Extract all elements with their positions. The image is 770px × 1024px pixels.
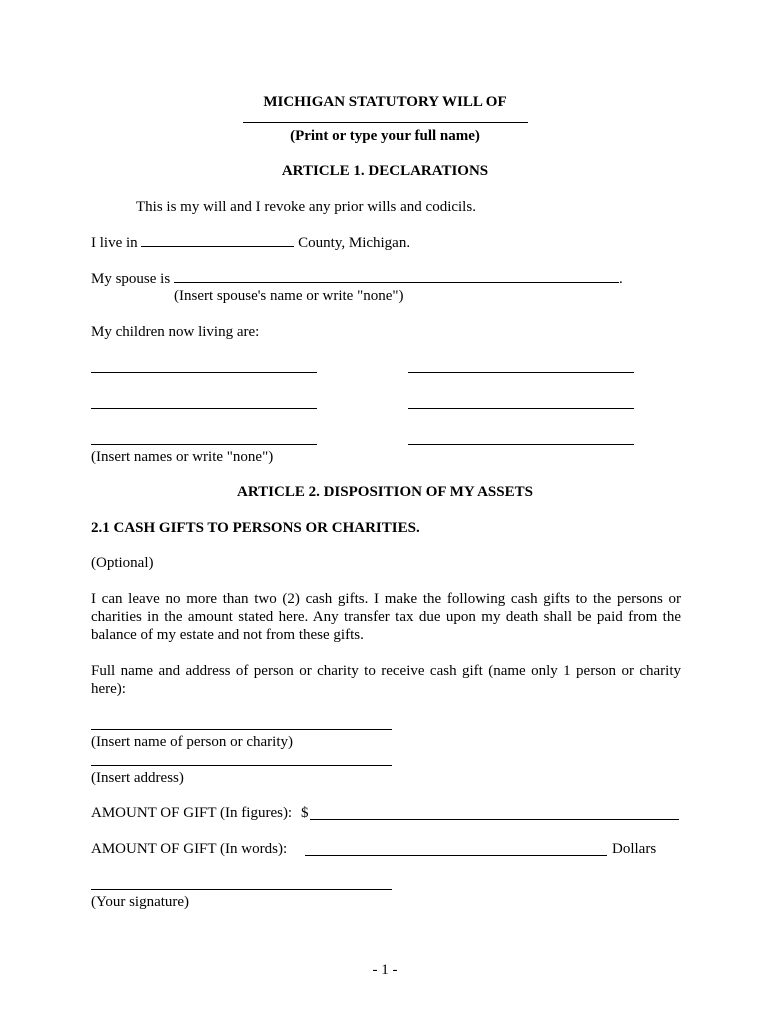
document-title: MICHIGAN STATUTORY WILL OF [263,94,507,110]
county-suffix: County, Michigan. [298,235,411,251]
page-number: - 1 - [372,962,398,978]
recipient-name-caption: (Insert name of person or charity) [91,734,294,750]
county-field-line[interactable] [141,233,294,247]
full-name-field-line[interactable] [243,122,528,123]
spouse-suffix: . [618,271,623,287]
recipient-instruction: Full name and address of person or charity to receive cash gift (name only 1 person or charity here): [91,663,681,697]
recipient-name-line[interactable] [91,729,392,730]
section-2-1-heading: 2.1 CASH GIFTS TO PERSONS OR CHARITIES. [91,520,420,536]
spouse-row [91,269,623,288]
cash-gifts-intro: I can leave no more than two (2) cash gifts. I make the following cash gifts to the persons or charities in the amount stated here. Any transfer tax due upon my death shall be paid from the balance of my estate and not from these gifts. [91,591,681,643]
article1-heading: ARTICLE 1. DECLARATIONS [281,163,489,179]
signature-caption: (Your signature) [91,894,190,910]
recipient-address-caption: (Insert address) [91,770,184,786]
child-line-1[interactable] [91,372,317,373]
revoke-statement: This is my will and I revoke any prior wills and codicils. [136,199,476,215]
child-line-5[interactable] [91,444,317,445]
county-row [91,233,410,252]
county-prefix: I live in [91,235,138,251]
optional-label: (Optional) [91,555,154,571]
child-line-6[interactable] [408,444,634,445]
recipient-address-line[interactable] [91,765,392,766]
dollars-label: Dollars [612,841,657,857]
full-name-caption: (Print or type your full name) [290,128,480,144]
spouse-caption: (Insert spouse's name or write "none") [174,288,404,304]
child-line-2[interactable] [408,372,634,373]
signature-line[interactable] [91,889,392,890]
spouse-field-line[interactable] [174,269,619,283]
amount-figures-line[interactable] [310,819,679,820]
children-caption: (Insert names or write "none") [91,449,274,465]
child-line-4[interactable] [408,408,634,409]
child-line-3[interactable] [91,408,317,409]
spouse-prefix: My spouse is [91,271,171,287]
amount-words-line[interactable] [305,855,607,856]
children-label: My children now living are: [91,324,260,340]
amount-figures-label: AMOUNT OF GIFT (In figures): [91,805,293,821]
article2-heading: ARTICLE 2. DISPOSITION OF MY ASSETS [237,484,533,500]
amount-words-label: AMOUNT OF GIFT (In words): [91,841,288,857]
currency-symbol: $ [301,805,309,821]
